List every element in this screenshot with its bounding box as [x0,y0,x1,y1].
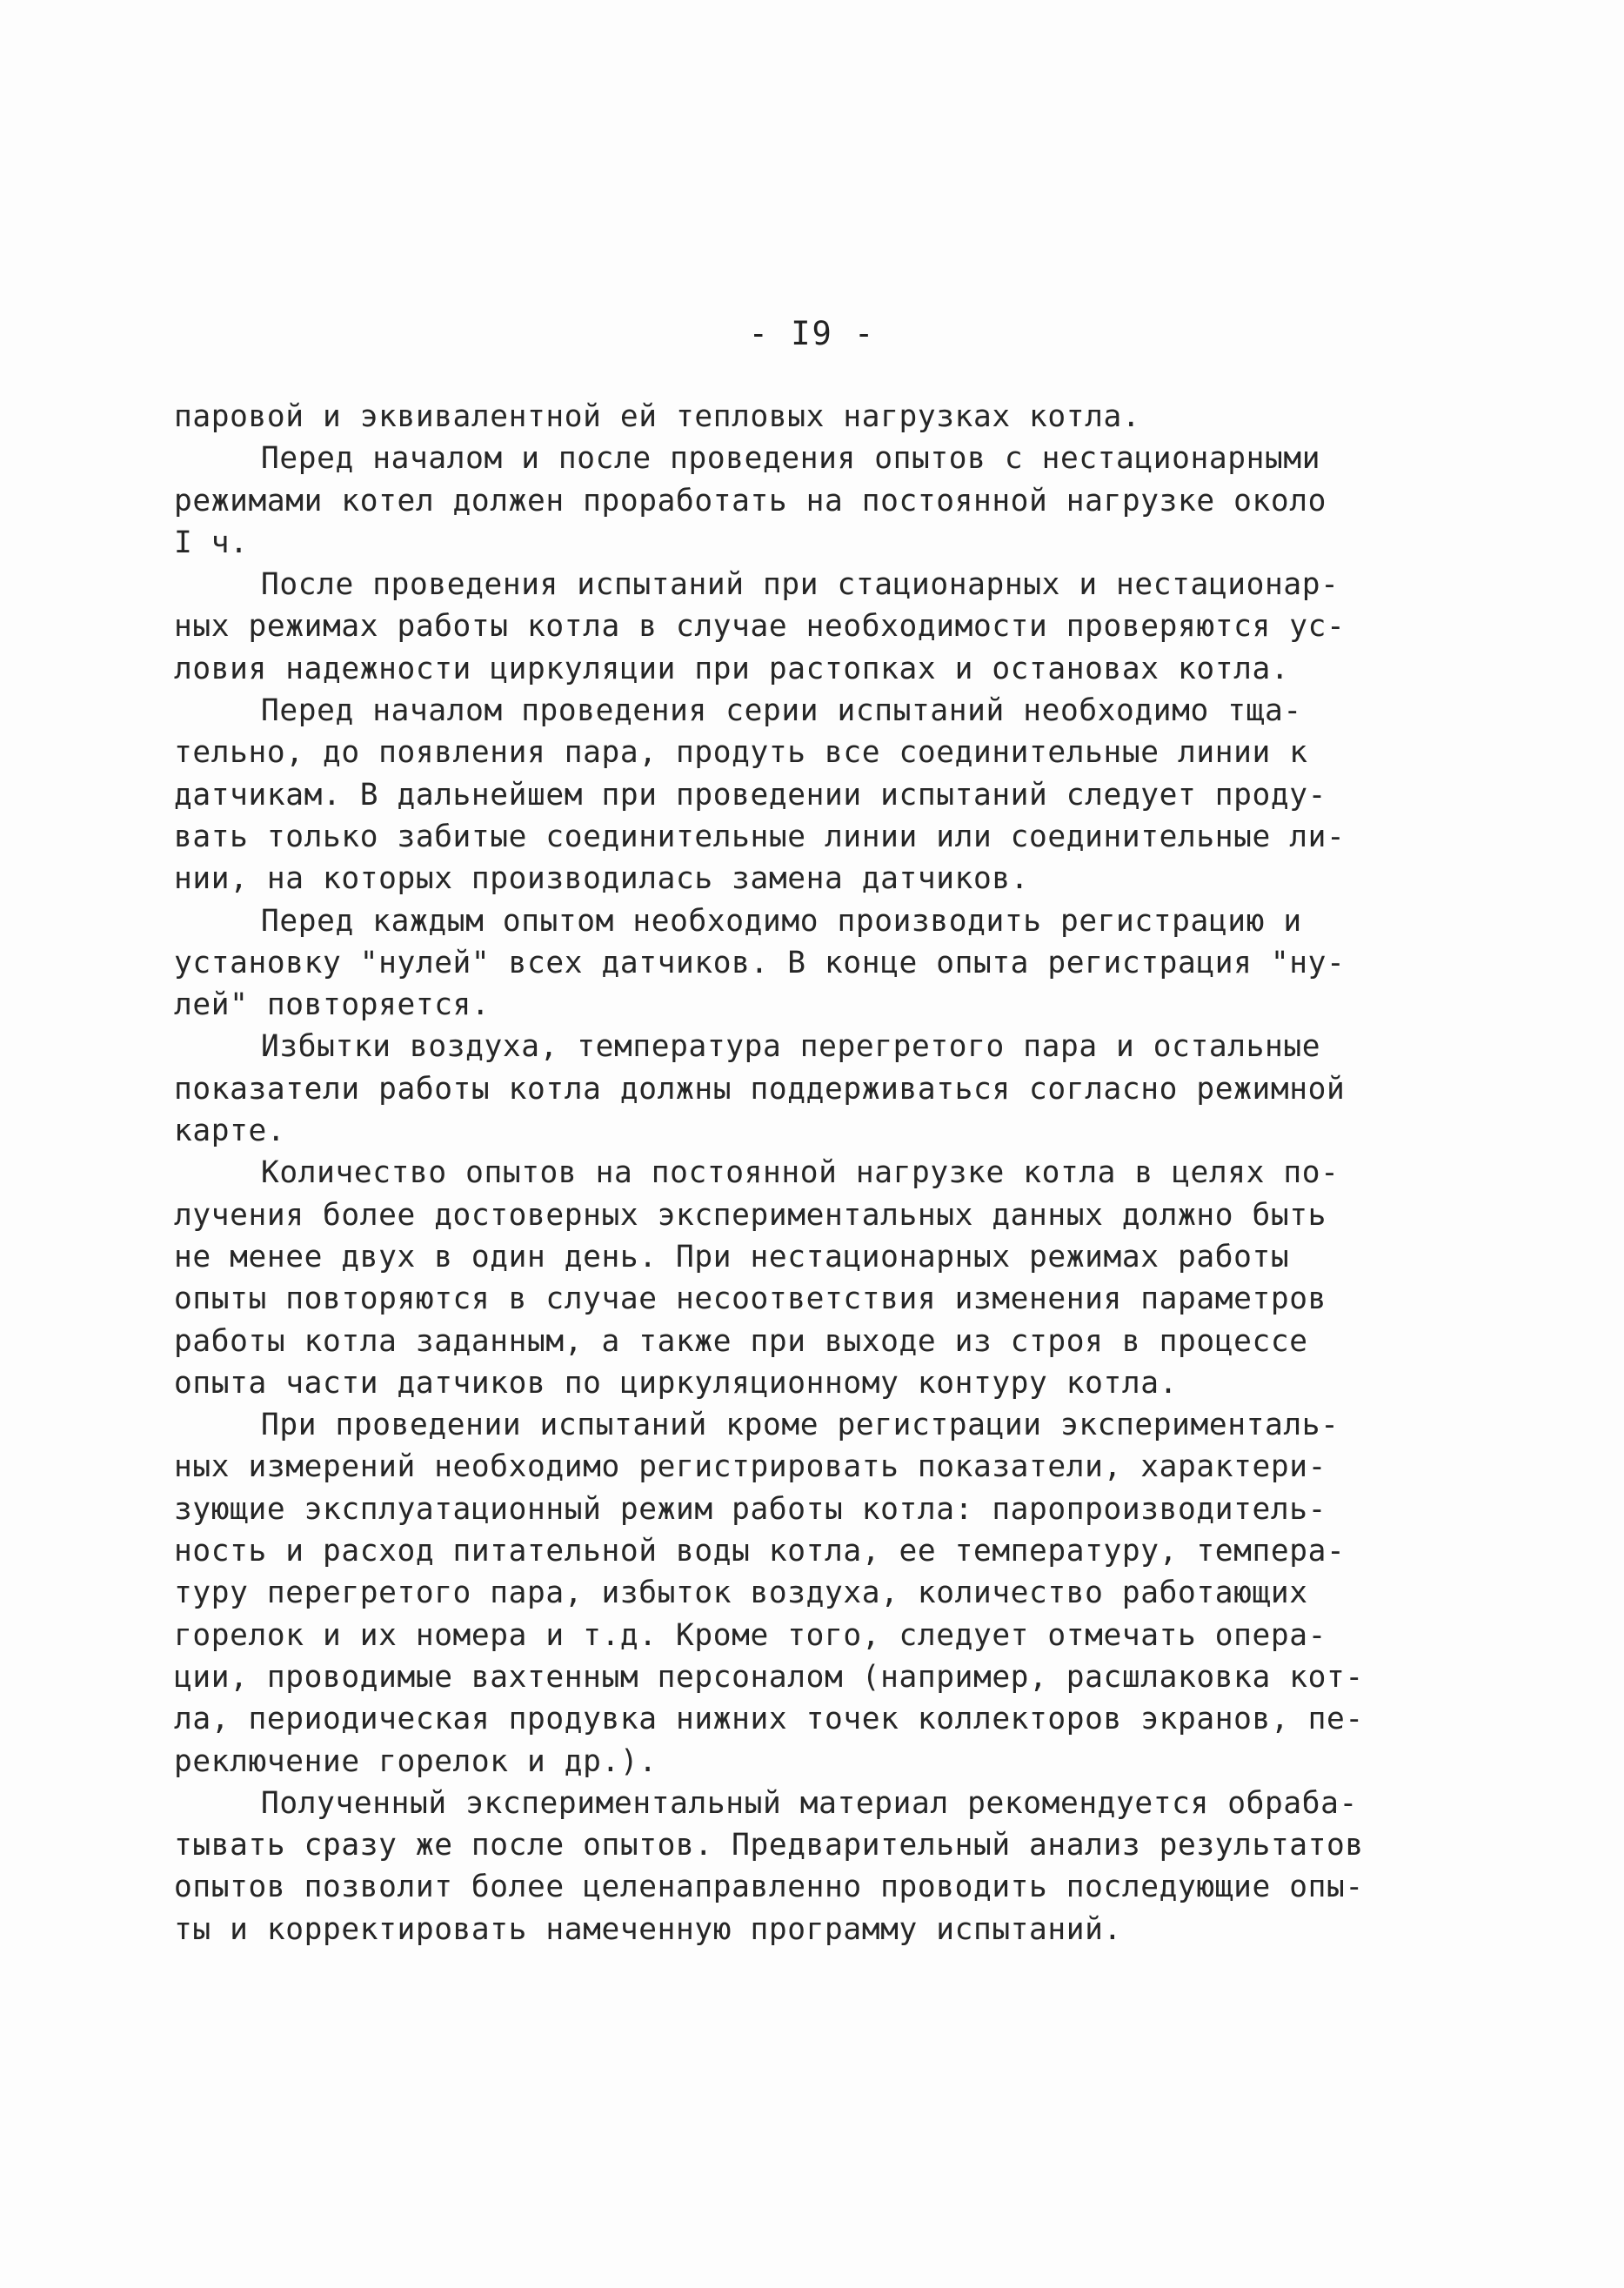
body-text [174,396,1364,1950]
text-line: ла, периодическая продувка нижних точек коллекторов экранов, пе- [174,1702,1364,1737]
text-line: туру перегретого пара, избыток воздуха, количество работающих [174,1576,1308,1611]
text-line: Перед каждым опытом необходимо производить регистрацию и [261,903,1302,939]
text-line: нии, на которых производилась замена датчиков. [174,861,1030,897]
text-line: ных режимах работы котла в случае необходимости проверяются ус- [174,609,1346,645]
text-line: ты и корректировать намеченную программу испытаний. [174,1911,1122,1947]
text-line: не менее двух в один день. При нестационарных режимах работы [174,1239,1290,1274]
text-line: ность и расход питательной воды котла, ее температуру, темпера- [174,1534,1346,1569]
text-line: датчикам. В дальнейшем при проведении испытаний следует проду- [174,777,1327,813]
text-line: опытов позволит более целенаправленно проводить последующие опы- [174,1870,1364,1905]
text-line: реключение горелок и др.). [174,1743,658,1779]
text-line: установку "нулей" всех датчиков. В конце опыта регистрация "ну- [174,945,1346,980]
text-line: ции, проводимые вахтенным персоналом (например, расшлаковка кот- [174,1659,1364,1695]
text-line: I ч. [174,525,249,560]
text-line: тельно, до появления пара, продуть все соединительные линии к [174,735,1308,771]
text-line: опыта части датчиков по циркуляционному контуру котла. [174,1365,1179,1401]
text-line: Перед началом проведения серии испытаний необходимо тща- [261,693,1302,729]
text-line: ных измерений необходимо регистрировать показатели, характери- [174,1449,1327,1485]
text-line: режимами котел должен проработать на постоянной нагрузке около [174,483,1327,518]
text-line: Перед началом и после проведения опытов с нестационарными [261,441,1321,477]
text-line: Количество опытов на постоянной нагрузке котла в целях по- [261,1155,1340,1191]
text-line: При проведении испытаний кроме регистрации эксперименталь- [261,1408,1340,1443]
text-line: работы котла заданным, а также при выходе из строя в процессе [174,1323,1308,1359]
text-line: опыты повторяются в случае несоответствия изменения параметров [174,1281,1327,1317]
text-line: зующие эксплуатационный режим работы котла: паропроизводитель- [174,1491,1327,1527]
page-number: - I9 - [748,315,876,352]
text-line: вать только забитые соединительные линии или соединительные ли- [174,819,1346,854]
text-line: тывать сразу же после опытов. Предварительный анализ результатов [174,1828,1364,1863]
text-line: горелок и их номера и т.д. Кроме того, следует отмечать опера- [174,1617,1327,1653]
text-line: показатели работы котла должны поддерживаться согласно режимной [174,1071,1346,1107]
text-line: ловия надежности циркуляции при растопках и остановах котла. [174,651,1290,686]
text-line: карте. [174,1114,286,1149]
text-line: лей" повторяется. [174,987,491,1023]
text-line: лучения более достоверных экспериментальных данных должно быть [174,1197,1327,1233]
text-line: Избытки воздуха, температура перегретого пара и остальные [261,1029,1321,1065]
text-line: Полученный экспериментальный материал рекомендуется обраба- [261,1785,1358,1821]
text-line: паровой и эквивалентной ей тепловых нагрузках котла. [174,399,1141,434]
text-line: После проведения испытаний при стационарных и нестационар- [261,567,1340,603]
